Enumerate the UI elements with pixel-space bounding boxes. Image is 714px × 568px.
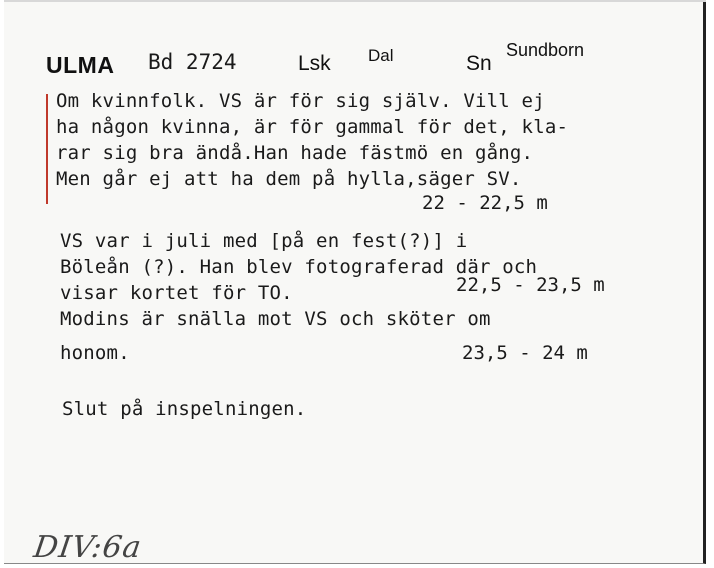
lsk-label: Lsk (298, 52, 331, 75)
lsk-value: Dal (368, 46, 394, 65)
text-line: Om kvinnfolk. VS är för sig själv. Vill ej (56, 90, 545, 112)
index-card (4, 2, 706, 564)
text-line: Modins är snälla mot VS och sköter om (60, 308, 491, 330)
sn-label: Sn (466, 52, 492, 75)
record-number: Bd 2724 (148, 50, 237, 74)
sn-value: Sundborn (506, 40, 585, 60)
text-line: VS var i juli med [på en fest(?)] i (60, 230, 468, 252)
closing-line: Slut på inspelningen. (62, 398, 307, 420)
text-line: Böleån (?). Han blev fotograferad där och (60, 256, 538, 278)
text-line: ha någon kvinna, är för gammal för det, kla- (56, 116, 569, 138)
text-line: Men går ej att ha dem på hylla,säger SV. (56, 168, 522, 190)
time-range: 23,5 - 24 m (462, 342, 588, 364)
handwritten-shelf-mark: DIV:6a (31, 530, 145, 565)
collection-label: ULMA (46, 52, 115, 78)
text-line: honom. (60, 342, 130, 364)
margin-marker (46, 94, 48, 204)
time-range: 22,5 - 23,5 m (456, 274, 605, 296)
text-line: rar sig bra ändå.Han hade fästmö en gång. (56, 142, 534, 164)
time-range: 22 - 22,5 m (422, 192, 548, 214)
text-line: visar kortet för TO. (60, 282, 293, 304)
